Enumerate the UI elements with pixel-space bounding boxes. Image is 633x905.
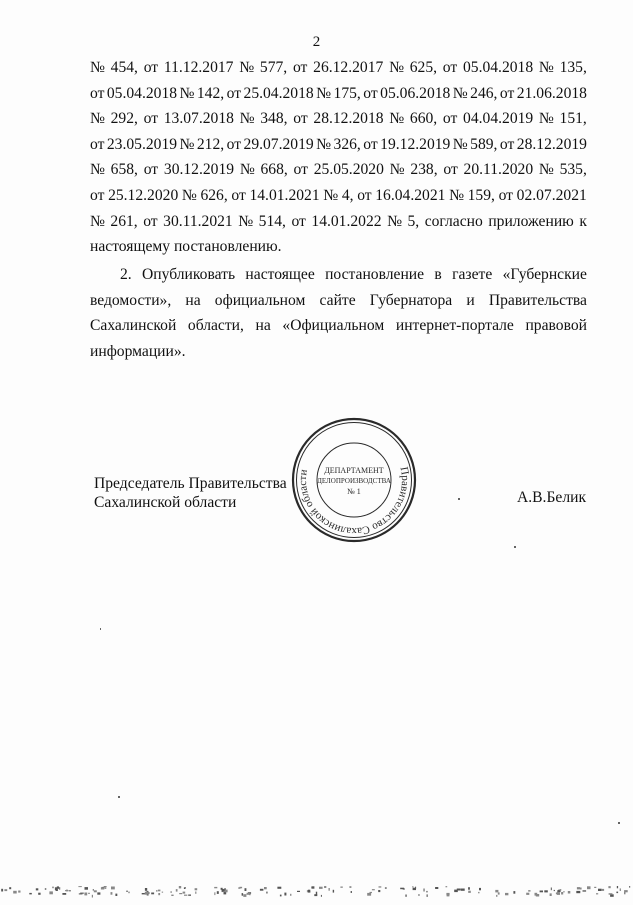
scan-speck — [458, 498, 460, 500]
scan-noise-dot — [158, 893, 160, 895]
scan-speck — [100, 628, 101, 630]
scan-noise-dot — [176, 889, 178, 892]
scan-noise-dot — [423, 889, 425, 892]
scan-noise-dot — [594, 887, 596, 888]
scan-noise-dot — [214, 887, 217, 888]
scan-noise-dot — [162, 892, 163, 893]
paragraph-line: от 25.12.2020 № 626, от 14.01.2021 № 4, от 16.04.2021 № 159, от 02.07.2021 — [90, 186, 587, 204]
scan-noise-dot — [544, 890, 548, 892]
paragraph-amendments-list — [90, 55, 587, 260]
scan-noise-dot — [316, 892, 317, 895]
scan-speck — [618, 822, 620, 824]
scan-noise-dot — [179, 893, 182, 894]
scan-noise-dot — [280, 895, 282, 897]
scan-noise-dot — [583, 890, 587, 892]
scan-noise-dot — [536, 894, 539, 897]
scan-noise-dot — [426, 891, 428, 893]
scan-noise-dot — [111, 887, 115, 890]
signatory-position-line: Сахалинской области — [94, 494, 237, 511]
scan-noise-dot — [62, 893, 66, 895]
scan-noise-dot — [18, 891, 20, 893]
scan-noise-dot — [324, 886, 326, 887]
scan-noise-dot — [105, 887, 107, 889]
scan-noise-dot — [468, 887, 470, 890]
scan-noise-dot — [479, 888, 481, 890]
scan-noise-dot — [457, 889, 461, 891]
scan-noise-dot — [145, 892, 149, 895]
scan-noise-dot — [69, 890, 71, 891]
scan-noise-dot — [496, 895, 497, 897]
official-seal-stamp — [290, 416, 418, 544]
paragraph-line: Сахалинской области, на «Официальном интернет-портале правовой — [90, 317, 587, 335]
scan-noise-dot — [461, 889, 465, 891]
scan-noise-dot — [349, 886, 351, 888]
scan-noise-dot — [151, 893, 154, 895]
scan-noise-dot — [266, 892, 268, 894]
stamp-center-text: ДЕПАРТАМЕНТ — [324, 466, 384, 475]
scan-noise-dot — [528, 890, 530, 892]
scan-noise-dot — [126, 891, 128, 892]
scan-noise-dot — [616, 892, 618, 894]
scan-noise-dot — [156, 890, 157, 891]
scan-noise-dot — [372, 889, 375, 890]
scan-noise-dot — [319, 887, 323, 889]
scan-noise-dot — [4, 889, 7, 891]
scan-noise-dot — [225, 890, 228, 893]
scan-noise-dot — [59, 887, 60, 890]
paragraph-line: ведомости», на официальном сайте Губернатора и Правительства — [90, 291, 587, 309]
scan-noise-dot — [115, 894, 117, 896]
paragraph-line: № 261, от 30.11.2021 № 514, от 14.01.2022 № 5, согласно приложению к — [90, 212, 587, 230]
paragraph-line: № 454, от 11.12.2017 № 577, от 26.12.2017 № 625, от 05.04.2018 № 135, — [90, 59, 587, 76]
paragraph-line: № 658, от 30.12.2019 № 668, от 25.05.2020 № 238, от 20.11.2020 № 535, — [90, 161, 587, 179]
scan-noise-dot — [56, 889, 58, 891]
scan-noise-dot — [49, 891, 53, 894]
scan-noise-dot — [184, 887, 185, 889]
scan-noise-dot — [568, 891, 571, 894]
scan-noise-dot — [238, 887, 240, 889]
scan-noise-dot — [179, 886, 181, 888]
scan-noise-strip — [0, 884, 633, 898]
page-number: 2 — [312, 34, 321, 50]
scan-noise-dot — [260, 889, 264, 891]
scan-noise-dot — [128, 892, 129, 894]
paragraph-line: № 292, от 13.07.2018 № 348, от 28.12.2018 № 660, от 04.04.2019 № 151, — [90, 110, 587, 128]
scan-noise-dot — [478, 892, 479, 893]
scan-noise-dot — [221, 888, 223, 890]
scan-noise-dot — [598, 889, 602, 891]
scan-noise-dot — [624, 892, 626, 894]
scan-noise-dot — [290, 894, 291, 896]
scan-noise-dot — [385, 887, 387, 889]
scan-noise-dot — [284, 893, 286, 896]
scan-noise-dot — [307, 890, 308, 892]
scan-noise-dot — [308, 890, 310, 893]
scan-noise-dot — [249, 894, 251, 896]
scan-speck — [118, 796, 120, 798]
scan-noise-dot — [418, 894, 419, 895]
scan-noise-dot — [80, 893, 84, 894]
scan-noise-dot — [415, 887, 416, 889]
scan-noise-dot — [184, 895, 187, 896]
stamp-center-text: ДЕЛОПРОИЗВОДСТВА — [317, 477, 391, 485]
scan-noise-dot — [526, 893, 529, 895]
scan-noise-dot — [329, 888, 330, 891]
scan-noise-dot — [602, 889, 604, 891]
scan-noise-dot — [617, 886, 618, 888]
signatory-position-line: Председатель Правительства — [94, 475, 287, 492]
scan-noise-dot — [576, 891, 580, 893]
scan-noise-dot — [312, 886, 315, 888]
stamp-center-text: № 1 — [347, 487, 361, 496]
scan-noise-dot — [629, 886, 630, 888]
scan-speck — [514, 546, 516, 548]
scan-noise-dot — [65, 890, 68, 891]
scan-noise-dot — [577, 887, 580, 889]
scan-noise-dot — [446, 893, 449, 895]
scan-noise-dot — [277, 887, 281, 889]
scan-noise-dot — [620, 888, 621, 891]
scan-noise-dot — [38, 893, 40, 895]
scan-noise-dot — [158, 890, 161, 892]
scan-noise-dot — [379, 886, 382, 887]
scan-noise-dot — [468, 891, 471, 893]
scan-noise-dot — [378, 890, 380, 892]
scan-noise-dot — [188, 895, 191, 896]
signatory-position — [94, 474, 287, 512]
signatory-name: А.В.Белик — [517, 489, 587, 506]
scan-noise-dot — [297, 891, 300, 892]
scan-noise-dot — [29, 893, 32, 895]
scan-noise-dot — [560, 889, 562, 891]
scan-noise-dot — [85, 887, 89, 890]
scan-noise-dot — [340, 887, 342, 888]
scan-noise-dot — [142, 893, 145, 894]
scan-noise-dot — [426, 894, 428, 897]
scan-noise-dot — [550, 893, 552, 896]
scan-noise-dot — [400, 888, 404, 890]
scan-noise-dot — [217, 891, 219, 894]
scan-noise-dot — [412, 886, 413, 887]
scan-noise-dot — [84, 893, 87, 896]
scan-noise-dot — [78, 886, 81, 887]
scan-noise-dot — [9, 887, 11, 889]
scan-noise-dot — [243, 894, 246, 897]
scan-noise-dot — [505, 893, 508, 895]
scan-noise-dot — [554, 890, 555, 891]
scan-noise-dot — [587, 886, 591, 889]
scan-noise-dot — [52, 887, 54, 889]
scan-noise-dot — [561, 892, 563, 895]
scan-noise-dot — [435, 887, 438, 889]
scan-noise-dot — [1, 889, 3, 892]
scan-noise-dot — [264, 887, 267, 889]
scan-noise-dot — [92, 895, 93, 898]
scan-noise-dot — [498, 892, 500, 894]
scan-noise-dot — [580, 888, 582, 890]
scan-noise-dot — [214, 892, 215, 895]
scan-noise-dot — [321, 895, 322, 897]
scan-noise-dot — [111, 892, 113, 895]
scan-noise-dot — [557, 892, 560, 895]
scan-noise-dot — [145, 888, 147, 891]
scan-noise-dot — [13, 891, 17, 894]
scan-noise-dot — [97, 892, 100, 894]
paragraph-line: 2. Опубликовать настоящее постановление в газете «Губернские — [120, 266, 587, 283]
scan-noise-dot — [351, 891, 352, 893]
paragraph-line: от 05.04.2018 № 142, от 25.04.2018 № 175, от 05.06.2018 № 246, от 21.06.2018 — [90, 84, 587, 102]
scan-noise-dot — [88, 893, 90, 894]
scan-noise-dot — [245, 888, 247, 891]
scan-noise-dot — [596, 893, 598, 894]
scan-noise-dot — [36, 888, 39, 890]
paragraph-line: от 23.05.2019 № 212, от 29.07.2019 № 326, от 19.12.2019 № 589, от 28.12.2019 — [90, 135, 587, 153]
scan-noise-dot — [94, 890, 97, 892]
stamp-outer-text: Правительство Сахалинской области — [296, 465, 412, 538]
scan-noise-dot — [171, 891, 172, 893]
paragraph-line: настоящему постановлению. — [90, 238, 282, 256]
paragraph-line: информации». — [90, 342, 186, 360]
scan-noise-dot — [45, 888, 47, 890]
scan-noise-dot — [608, 886, 610, 888]
scan-noise-dot — [563, 891, 564, 892]
scan-noise-dot — [57, 886, 59, 888]
scan-noise-dot — [101, 887, 104, 889]
scan-noise-dot — [367, 893, 371, 896]
scan-noise-dot — [540, 891, 543, 893]
scan-noise-dot — [405, 895, 406, 897]
scan-noise-dot — [609, 893, 613, 895]
scan-noise-dot — [171, 895, 173, 896]
paragraph-publication — [90, 262, 587, 364]
scan-noise-dot — [551, 888, 552, 891]
scan-noise-dot — [195, 888, 198, 890]
scan-noise-dot — [495, 890, 498, 893]
scan-noise-dot — [242, 893, 244, 896]
scan-noise-dot — [195, 892, 196, 894]
scan-noise-dot — [513, 891, 515, 894]
scan-noise-dot — [183, 892, 186, 894]
scan-noise-dot — [446, 886, 448, 887]
scan-noise-dot — [333, 890, 334, 893]
